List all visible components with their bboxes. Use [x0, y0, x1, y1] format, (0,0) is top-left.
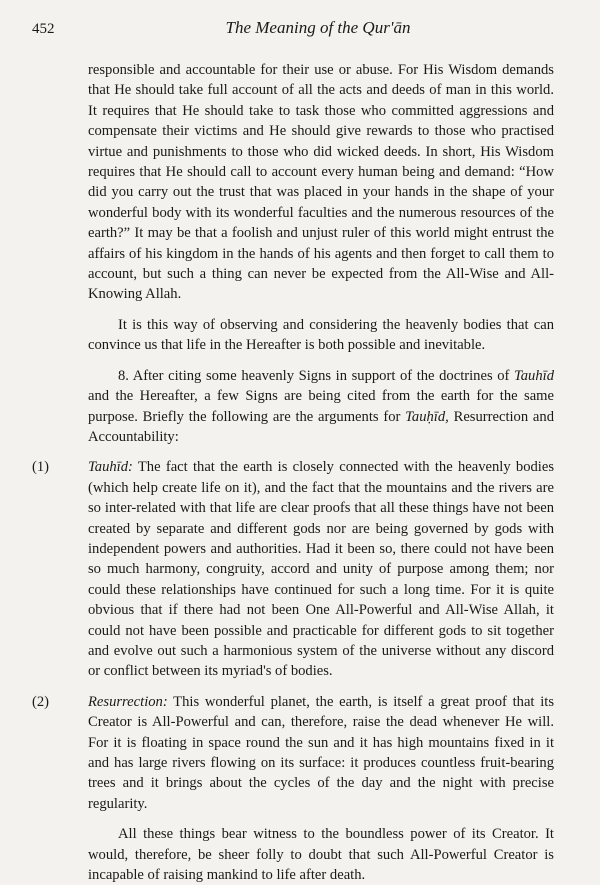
- list-item-resurrection: [32, 692, 554, 814]
- page-header: [32, 18, 554, 46]
- paragraph-continuation: responsible and accountable for their use or abuse. For His Wisdom demands that He should take full account of all the acts and deeds of man in this world. It requires that He should take to task those who committed aggressions and compensate their victims and He should give rewards to those who practised virtue and punishments to those who did wicked deeds. In short, His Wisdom requires that He should call to account every human being and demand: “How did you carry out the trust that was placed in your hands in the shape of your wonderful body with its wonderful faculties and the numerous resources of the earth?” It may be that a foolish and unjust ruler of this world might entrust the affairs of his kingdom in the hands of his agents and then forget to call them to account, but such a thing can never be expected from the All-Wise and All-Knowing Allah.: [88, 62, 554, 303]
- running-head: The Meaning of the Qur'ān: [225, 18, 411, 37]
- paragraph-note-8: [32, 366, 554, 448]
- note-8-text-a: 8. After citing some heavenly Signs in support of the doctrines of: [118, 367, 514, 384]
- body-text: [32, 60, 554, 885]
- term-tauhid: Tauhīd: [513, 367, 554, 384]
- term-tauhid-heading: Tauhīd:: [88, 459, 133, 476]
- page-number: 452: [32, 21, 55, 37]
- term-tauhid-2: Tauḥīd,: [405, 408, 449, 425]
- paragraph-hereafter: It is this way of observing and considering the heavenly bodies that can convince us that life in the Hereafter is both possible and inevitable.: [88, 316, 554, 354]
- list-item-text: [88, 692, 554, 814]
- tauhid-argument: The fact that the earth is closely connected with the heavenly bodies (which help create life on it), and the fact that the mountains and the rivers are so inter-related with that life are clear proofs that all these things have not been created by separate and different gods nor are being governed by gods with independent powers and authorities. Had it been so, there could not have been so much harmony, congruity, accord and unity of purpose among them; nor could these relationships have continued for such a long time. For it is quite obvious that if there had not been One All-Powerful and All-Wise Allah, it could not have been possible and practicable for different gods to sit together and evolve out such a harmonious system of the universe without any discord or conflict between its myriad's of bodies.: [88, 459, 554, 680]
- list-item-tauhid: [32, 457, 554, 681]
- list-number: (1): [32, 459, 50, 476]
- list-item-text: [88, 457, 554, 681]
- note-8-text-c: Resurrection and Accountability:: [88, 408, 554, 445]
- term-resurrection-heading: Resurrection:: [88, 693, 168, 710]
- paragraph-conclusion: All these things bear witness to the boundless power of its Creator. It would, therefore, be sheer folly to doubt that such All-Powerful Creator is incapable of raising mankind to life after death.: [88, 826, 554, 884]
- note-8-text-b: and the Hereafter, a few Signs are being cited from the earth for the same purpose. Briefly the following are the arguments for: [88, 388, 554, 425]
- list-number: (2): [32, 693, 50, 710]
- resurrection-argument: This wonderful planet, the earth, is itself a great proof that its Creator is All-Powerful and can, therefore, raise the dead whenever He will. For it is floating in space round the sun and it has high mountains fixed in it and has large rivers flowing on its surface: it produces countless fruit-bearing trees and it brings about the cycles of the day and the night with precise regularity.: [88, 693, 554, 812]
